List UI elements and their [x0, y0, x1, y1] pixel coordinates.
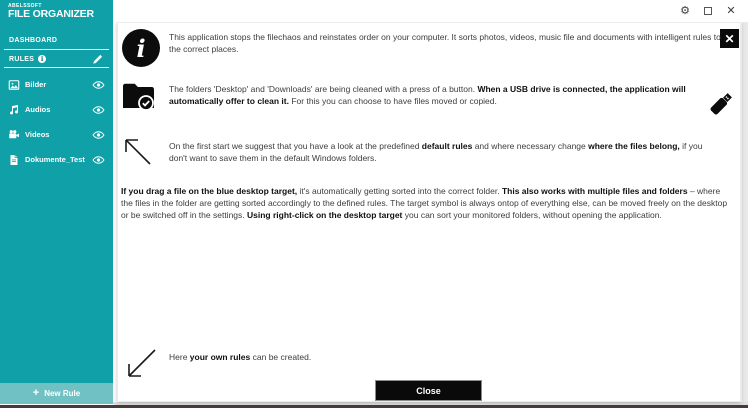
dashboard-label: DASHBOARD [9, 37, 58, 44]
visibility-eye-icon[interactable] [92, 80, 105, 90]
app-logo [8, 4, 94, 20]
sidebar-item-dokumente-test[interactable] [0, 147, 113, 172]
help-panel [117, 22, 741, 402]
window-right-margin [742, 22, 748, 408]
rules-info-icon[interactable]: i [38, 55, 46, 63]
new-rule-label: New Rule [44, 389, 81, 398]
window-close-icon[interactable]: ✕ [726, 4, 736, 17]
info-icon: i [122, 29, 160, 67]
rule-label: Audios [25, 105, 51, 114]
plus-icon: + [32, 387, 40, 399]
sidebar-divider [4, 67, 109, 68]
help-paragraph-folders: The folders 'Desktop' and 'Downloads' are being cleaned with a press of a button. When a USB drive is connected, the application will automatically offer to clean it. For this you can choose to have files moved or copied. [169, 84, 686, 106]
help-paragraph-desktop-target: If you drag a file on the blue desktop target, it's automatically getting sorted into the correct folder. This also works with multiple files and folders – where the files in the folder are getting sorted accordingly to the defined rules. The target symbol is always ontop of everything else, can be moved freely on the desktop or be switched off in the settings. Using right-click on the desktop target you can sort your monitored folders, without opening the application. [121, 186, 728, 220]
sidebar-item-audios[interactable] [0, 97, 113, 122]
rule-label: Videos [25, 130, 50, 139]
usb-drive-icon [705, 86, 739, 120]
sidebar-item-videos[interactable] [0, 122, 113, 147]
sidebar-item-dashboard[interactable] [0, 33, 113, 48]
sidebar-item-rules[interactable] [0, 52, 113, 66]
sidebar-divider [4, 49, 109, 50]
brand-name-large: FILE ORGANIZER [8, 8, 94, 21]
help-paragraph-intro: This application stops the filechaos and reinstates order on your computer. It sorts photos, videos, music file and documents with intelligent rules to the correct places. [169, 32, 721, 54]
music-note-icon [8, 104, 20, 116]
maximize-icon[interactable] [701, 4, 715, 18]
image-icon [8, 79, 20, 91]
rule-label: Bilder [25, 80, 47, 89]
arrow-down-left-icon [124, 345, 160, 381]
close-button[interactable]: Close [375, 380, 482, 401]
rule-label: Dokumente_Test [25, 155, 85, 164]
help-paragraph-default-rules: On the first start we suggest that you have a look at the predefined default rules and where necessary change where the files belong, if you don't want to save them in the default Windows folders. [169, 141, 703, 163]
visibility-eye-icon[interactable] [92, 155, 105, 165]
document-icon [8, 154, 20, 166]
arrow-up-left-icon [122, 136, 154, 168]
visibility-eye-icon[interactable] [92, 130, 105, 140]
panel-close-icon[interactable]: ✕ [720, 29, 739, 48]
brand-name-small: ABELSSOFT [8, 3, 42, 9]
settings-gear-icon[interactable]: ⚙ [680, 4, 690, 17]
rule-list [0, 72, 113, 172]
folder-check-icon [120, 78, 157, 112]
edit-pencil-icon[interactable] [92, 53, 104, 65]
video-camera-icon [8, 129, 20, 141]
new-rule-button[interactable] [0, 383, 113, 404]
sidebar [0, 0, 113, 404]
rules-label: RULES [9, 55, 35, 63]
sidebar-item-bilder[interactable] [0, 72, 113, 97]
help-paragraph-own-rules: Here your own rules can be created. [169, 352, 312, 362]
visibility-eye-icon[interactable] [92, 105, 105, 115]
